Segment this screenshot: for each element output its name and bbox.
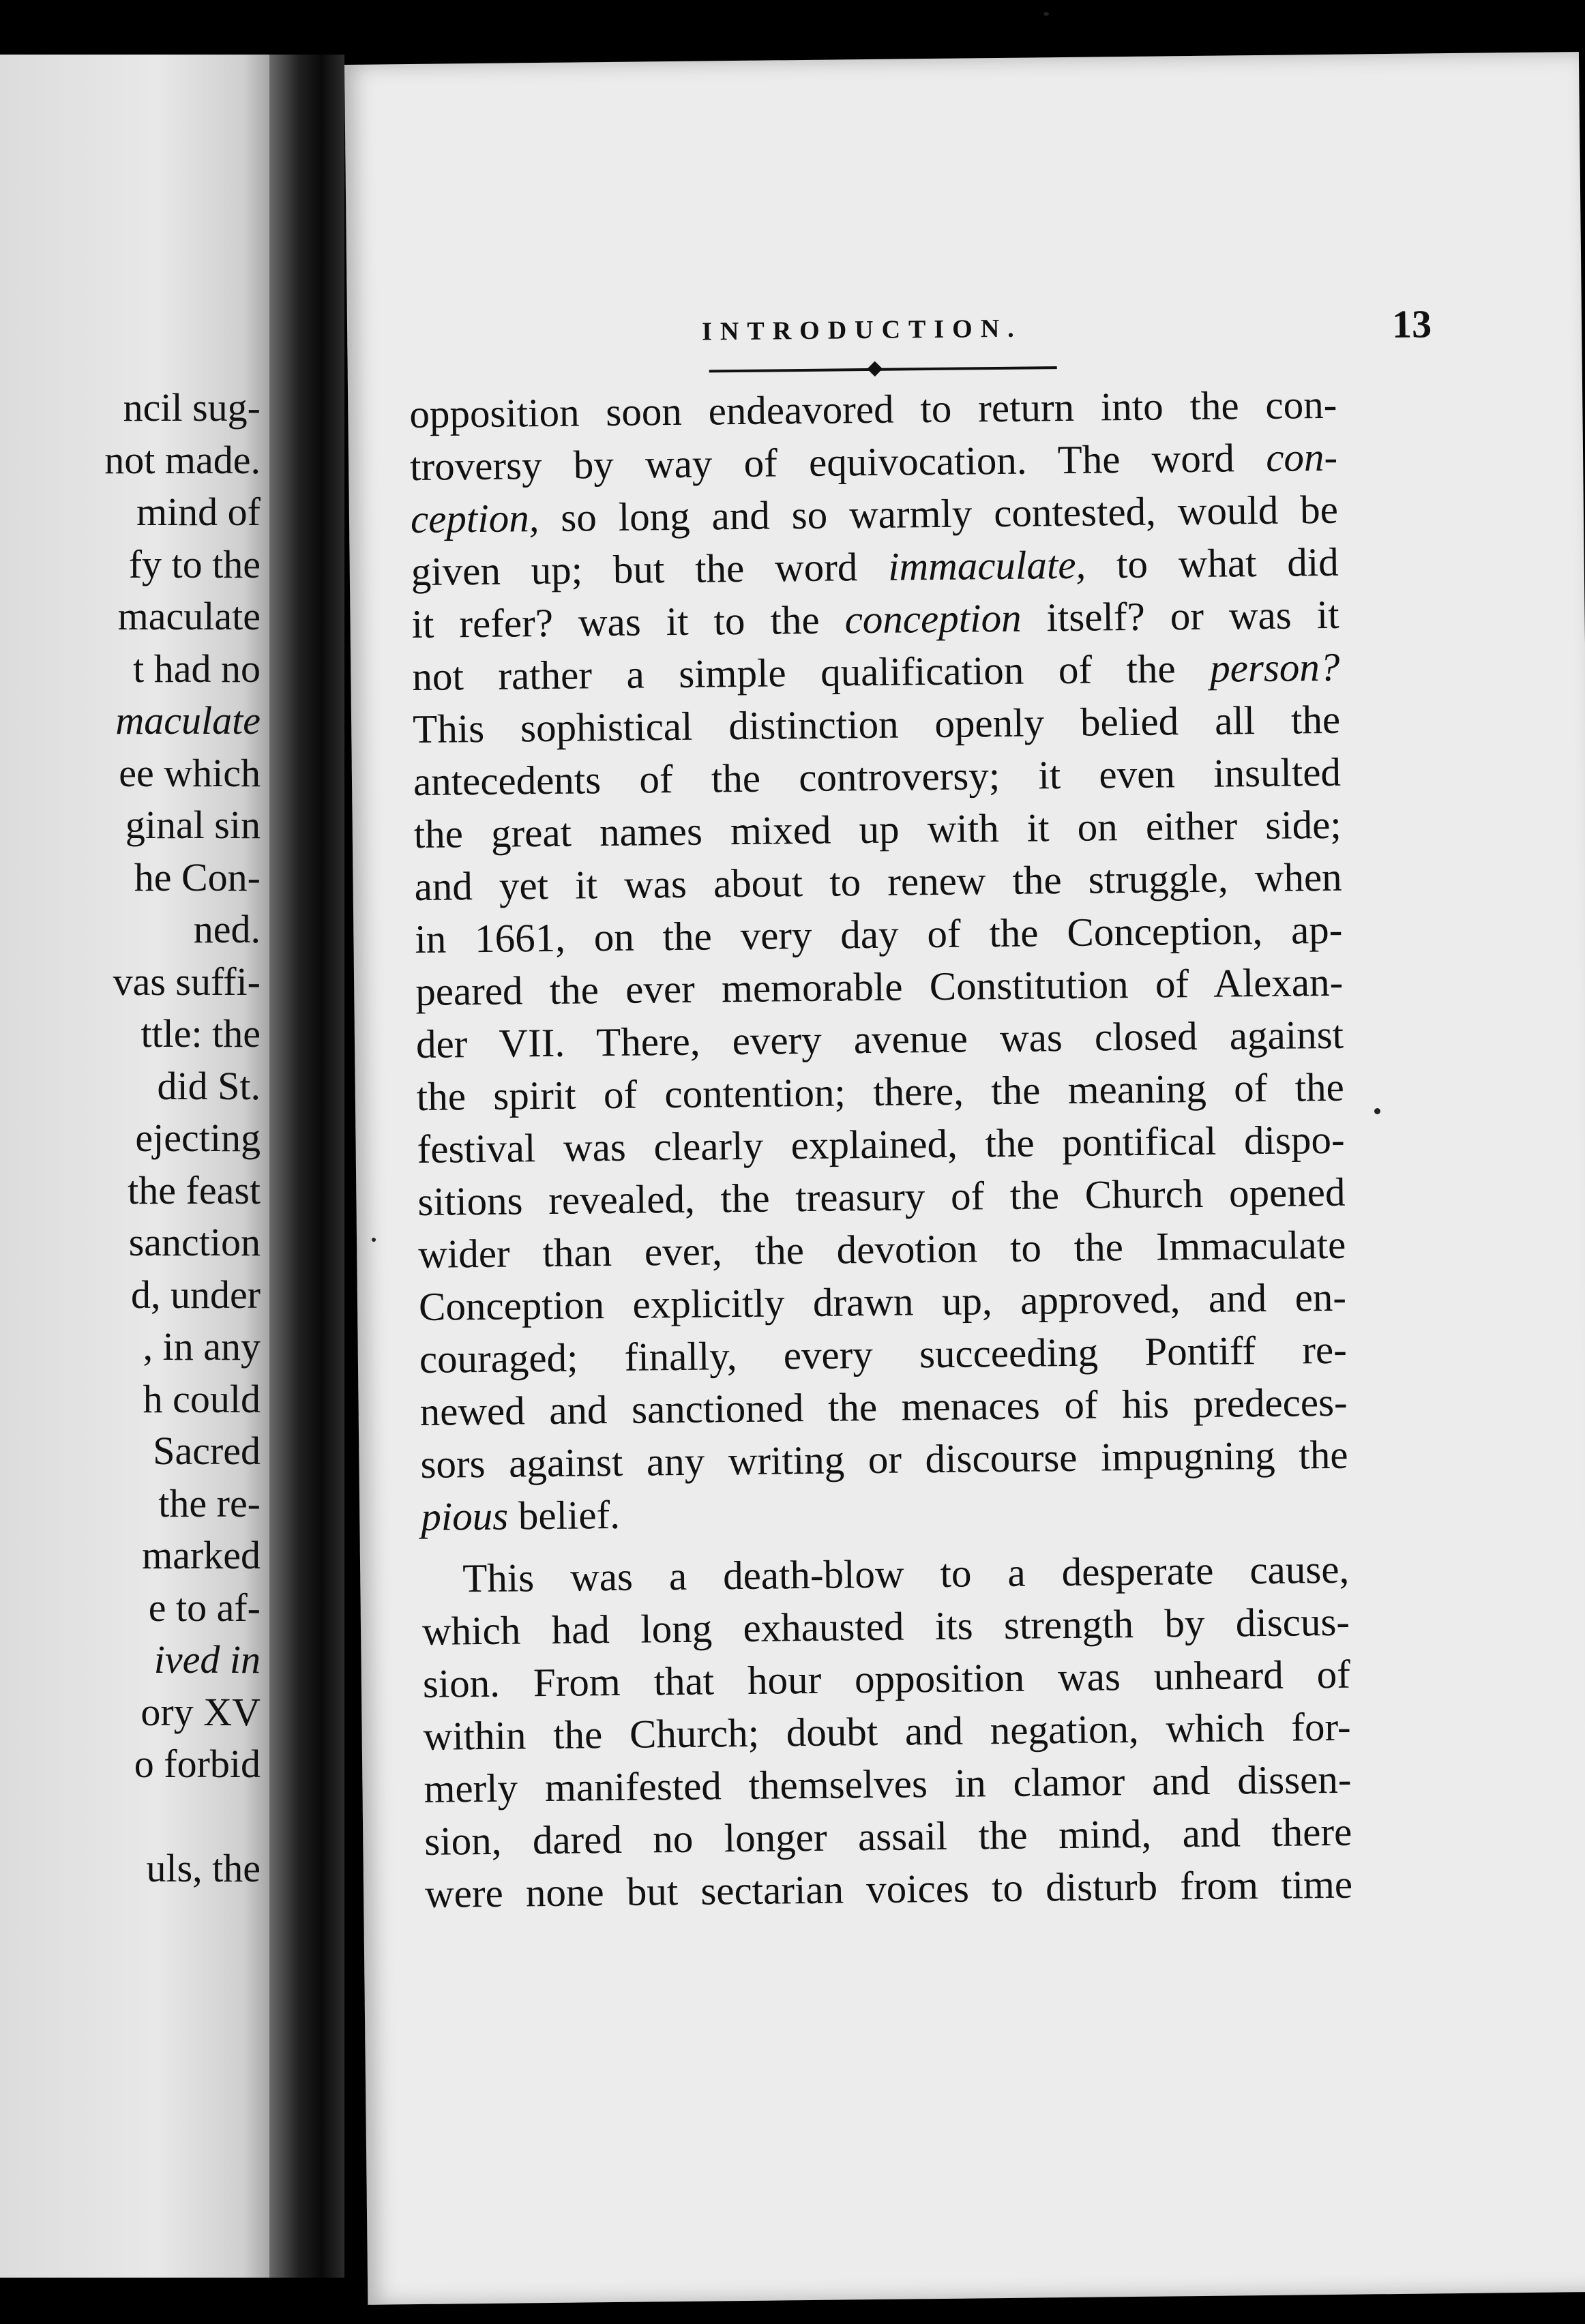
text-line: not rather a simple qualification of the person?	[412, 644, 1340, 700]
text-line: in 1661, on the very day of the Conception, ap-	[415, 906, 1343, 962]
previous-page	[0, 55, 286, 2278]
text-line: sion. From that hour opposition was unheard of	[422, 1651, 1351, 1706]
text-line: Conception explicitly drawn up, approved, and en-	[418, 1274, 1347, 1329]
previous-page-line: ory XV	[140, 1689, 261, 1734]
rule-ornament	[867, 361, 883, 377]
scan-speck	[372, 1238, 376, 1242]
running-head: INTRODUCTION.	[701, 314, 1022, 346]
previous-page-line: maculate	[115, 698, 261, 743]
previous-page-line: the feast	[128, 1167, 261, 1212]
previous-page-text	[0, 382, 261, 1895]
text-line: merly manifested themselves in clamor and dissen-	[424, 1756, 1352, 1811]
text-line: opposition soon endeavored to return into the con-	[409, 381, 1337, 437]
body-text	[409, 378, 1352, 1920]
previous-page-line: sanction	[128, 1220, 261, 1264]
text-line: wider than ever, the devotion to the Immaculate	[417, 1221, 1346, 1277]
previous-page-line: ee which	[119, 750, 261, 795]
previous-page-line: t had no	[133, 646, 261, 691]
text-line: sion, dared no longer assail the mind, and there	[424, 1808, 1352, 1864]
previous-page-line	[0, 1791, 261, 1843]
previous-page-line: uls, the	[146, 1846, 261, 1890]
previous-page-line: ncil sug-	[123, 385, 261, 430]
page-number: 13	[1391, 301, 1432, 346]
text-line: sors against any writing or discourse impugning the	[420, 1431, 1348, 1487]
current-page	[344, 52, 1585, 2305]
text-line: were none but sectarian voices to disturb from time	[424, 1861, 1353, 1916]
text-line: antecedents of the controversy; it even insulted	[413, 749, 1342, 804]
previous-page-line: maculate	[117, 594, 261, 638]
previous-page-line: mind of	[136, 490, 261, 534]
previous-page-line: vas suffi-	[113, 959, 261, 1004]
previous-page-line: e to af-	[148, 1585, 261, 1630]
text-line: given up; but the word immaculate, to what did	[411, 539, 1339, 595]
previous-page-line: ttle: the	[140, 1011, 261, 1056]
text-line: and yet it was about to renew the struggle, when	[414, 854, 1342, 909]
text-line: which had long exhausted its strength by discus-	[421, 1598, 1350, 1654]
text-line: der VII. There, every avenue was closed against	[415, 1011, 1344, 1067]
previous-page-line: the re-	[158, 1480, 261, 1525]
previous-page-line: , in any	[143, 1324, 261, 1369]
previous-page-line: o forbid	[134, 1742, 261, 1786]
scan-speck	[1043, 12, 1049, 16]
previous-page-line: ived in	[153, 1637, 261, 1682]
previous-page-line: he Con-	[134, 854, 261, 899]
text-line: peared the ever memorable Constitution of Alexan-	[415, 959, 1344, 1014]
header-rule	[709, 366, 1057, 372]
text-line: the great names mixed up with it on either side;	[413, 801, 1342, 856]
previous-page-line: ned.	[193, 907, 261, 951]
text-line: This was a death-blow to a desperate cause,	[462, 1546, 1350, 1601]
text-line: newed and sanctioned the menaces of his predeces-	[419, 1379, 1348, 1434]
previous-page-line: ginal sin	[125, 803, 261, 847]
text-line: it refer? was it to the conception itself? or was it	[411, 591, 1339, 647]
text-line: troversy by way of equivocation. The word con-	[409, 434, 1338, 490]
previous-page-line: marked	[142, 1533, 261, 1577]
text-line: festival was clearly explained, the pontifical dispo-	[417, 1116, 1345, 1172]
previous-page-line: ejecting	[135, 1116, 261, 1160]
text-line: ception, so long and so warmly contested, would be	[410, 486, 1339, 542]
text-line: This sophistical distinction openly belied all the	[412, 696, 1341, 752]
scan-speck	[1374, 1108, 1380, 1114]
text-line: the spirit of contention; there, the meaning of the	[416, 1064, 1345, 1119]
previous-page-line: did St.	[157, 1063, 261, 1108]
text-line: sitions revealed, the treasury of the Church opened	[417, 1169, 1346, 1224]
previous-page-line: fy to the	[128, 541, 261, 586]
previous-page-line: d, under	[130, 1272, 261, 1317]
previous-page-line: Sacred	[153, 1429, 261, 1473]
text-line: pious belief.	[420, 1491, 621, 1539]
book-gutter	[269, 55, 344, 2278]
text-line: within the Church; doubt and negation, which for-	[423, 1703, 1351, 1759]
previous-page-line: not made.	[104, 437, 261, 482]
text-line: couraged; finally, every succeeding Pontiff re-	[419, 1326, 1348, 1382]
previous-page-line: h could	[143, 1376, 261, 1421]
